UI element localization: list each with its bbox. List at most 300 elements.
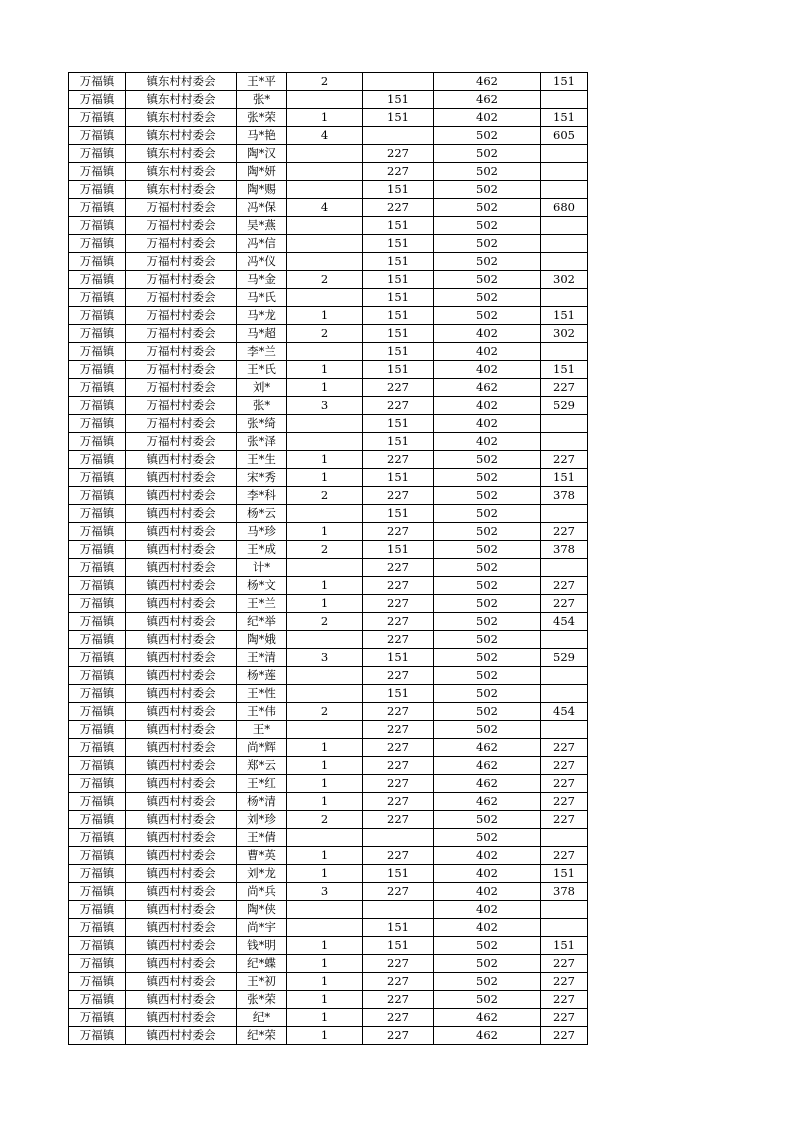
committee-cell: 镇西村村委会: [126, 487, 237, 505]
table-row: [69, 595, 588, 613]
total-cell: 227: [541, 739, 588, 757]
amount-a-cell: 227: [363, 757, 434, 775]
name-cell: 陶*侠: [237, 901, 287, 919]
count-cell: [287, 91, 363, 109]
name-cell: 杨*云: [237, 505, 287, 523]
town-cell: 万福镇: [69, 199, 126, 217]
amount-b-cell: 462: [434, 91, 541, 109]
total-cell: [541, 343, 588, 361]
table-row: [69, 721, 588, 739]
amount-b-cell: 502: [434, 613, 541, 631]
amount-b-cell: 502: [434, 523, 541, 541]
amount-a-cell: 227: [363, 523, 434, 541]
town-cell: 万福镇: [69, 667, 126, 685]
count-cell: 1: [287, 361, 363, 379]
name-cell: 钱*明: [237, 937, 287, 955]
name-cell: 王*: [237, 721, 287, 739]
committee-cell: 万福村村委会: [126, 235, 237, 253]
amount-b-cell: 502: [434, 649, 541, 667]
town-cell: 万福镇: [69, 577, 126, 595]
name-cell: 马*龙: [237, 307, 287, 325]
count-cell: 1: [287, 865, 363, 883]
table-row: [69, 163, 588, 181]
town-cell: 万福镇: [69, 901, 126, 919]
amount-b-cell: 502: [434, 937, 541, 955]
committee-cell: 镇东村村委会: [126, 145, 237, 163]
table-row: [69, 415, 588, 433]
amount-a-cell: [363, 127, 434, 145]
amount-b-cell: 502: [434, 667, 541, 685]
name-cell: 陶*妍: [237, 163, 287, 181]
table-row: [69, 883, 588, 901]
name-cell: 马*金: [237, 271, 287, 289]
count-cell: 2: [287, 325, 363, 343]
count-cell: [287, 145, 363, 163]
town-cell: 万福镇: [69, 757, 126, 775]
amount-b-cell: 502: [434, 163, 541, 181]
count-cell: [287, 181, 363, 199]
committee-cell: 镇西村村委会: [126, 541, 237, 559]
committee-cell: 镇西村村委会: [126, 901, 237, 919]
committee-cell: 万福村村委会: [126, 307, 237, 325]
name-cell: 张*绮: [237, 415, 287, 433]
amount-a-cell: 227: [363, 451, 434, 469]
committee-cell: 镇西村村委会: [126, 1027, 237, 1045]
total-cell: [541, 721, 588, 739]
table-row: [69, 541, 588, 559]
amount-b-cell: 502: [434, 973, 541, 991]
name-cell: 王*倩: [237, 829, 287, 847]
amount-a-cell: 227: [363, 991, 434, 1009]
town-cell: 万福镇: [69, 829, 126, 847]
table-row: [69, 271, 588, 289]
town-cell: 万福镇: [69, 793, 126, 811]
amount-a-cell: [363, 901, 434, 919]
data-table: [68, 72, 588, 1045]
count-cell: [287, 667, 363, 685]
count-cell: 1: [287, 469, 363, 487]
committee-cell: 镇西村村委会: [126, 775, 237, 793]
total-cell: 378: [541, 541, 588, 559]
name-cell: 张*荣: [237, 109, 287, 127]
count-cell: 1: [287, 1027, 363, 1045]
amount-b-cell: 502: [434, 253, 541, 271]
table-row: [69, 289, 588, 307]
total-cell: 151: [541, 865, 588, 883]
amount-a-cell: 227: [363, 811, 434, 829]
amount-a-cell: 227: [363, 1009, 434, 1027]
committee-cell: 镇西村村委会: [126, 829, 237, 847]
amount-b-cell: 402: [434, 865, 541, 883]
name-cell: 王*氏: [237, 361, 287, 379]
amount-b-cell: 462: [434, 793, 541, 811]
name-cell: 纪*举: [237, 613, 287, 631]
table-row: [69, 199, 588, 217]
amount-a-cell: 151: [363, 91, 434, 109]
amount-a-cell: 151: [363, 271, 434, 289]
table-row: [69, 235, 588, 253]
committee-cell: 镇东村村委会: [126, 181, 237, 199]
table-row: [69, 793, 588, 811]
count-cell: [287, 163, 363, 181]
total-cell: [541, 901, 588, 919]
table-row: [69, 1009, 588, 1027]
table-row: [69, 523, 588, 541]
amount-b-cell: 502: [434, 721, 541, 739]
table-row: [69, 613, 588, 631]
count-cell: [287, 685, 363, 703]
count-cell: 1: [287, 379, 363, 397]
name-cell: 张*: [237, 397, 287, 415]
name-cell: 张*荣: [237, 991, 287, 1009]
table-row: [69, 757, 588, 775]
total-cell: 680: [541, 199, 588, 217]
committee-cell: 镇东村村委会: [126, 127, 237, 145]
name-cell: 马*超: [237, 325, 287, 343]
amount-a-cell: 227: [363, 1027, 434, 1045]
total-cell: [541, 235, 588, 253]
amount-a-cell: 227: [363, 739, 434, 757]
name-cell: 王*性: [237, 685, 287, 703]
table-row: [69, 451, 588, 469]
name-cell: 马*艳: [237, 127, 287, 145]
total-cell: 227: [541, 1027, 588, 1045]
name-cell: 李*科: [237, 487, 287, 505]
total-cell: 227: [541, 991, 588, 1009]
amount-b-cell: 502: [434, 289, 541, 307]
town-cell: 万福镇: [69, 469, 126, 487]
name-cell: 王*红: [237, 775, 287, 793]
amount-a-cell: 227: [363, 595, 434, 613]
table-row: [69, 919, 588, 937]
total-cell: [541, 505, 588, 523]
town-cell: 万福镇: [69, 325, 126, 343]
name-cell: 冯*信: [237, 235, 287, 253]
amount-a-cell: 151: [363, 217, 434, 235]
amount-a-cell: 151: [363, 685, 434, 703]
amount-a-cell: 227: [363, 883, 434, 901]
town-cell: 万福镇: [69, 649, 126, 667]
amount-b-cell: 462: [434, 775, 541, 793]
town-cell: 万福镇: [69, 433, 126, 451]
total-cell: 227: [541, 595, 588, 613]
count-cell: [287, 235, 363, 253]
amount-b-cell: 502: [434, 991, 541, 1009]
table-row: [69, 631, 588, 649]
committee-cell: 万福村村委会: [126, 343, 237, 361]
town-cell: 万福镇: [69, 163, 126, 181]
amount-a-cell: 227: [363, 721, 434, 739]
amount-b-cell: 402: [434, 883, 541, 901]
amount-b-cell: 462: [434, 379, 541, 397]
name-cell: 王*成: [237, 541, 287, 559]
count-cell: 3: [287, 883, 363, 901]
committee-cell: 万福村村委会: [126, 271, 237, 289]
count-cell: 1: [287, 847, 363, 865]
table-row: [69, 739, 588, 757]
committee-cell: 镇西村村委会: [126, 451, 237, 469]
total-cell: [541, 631, 588, 649]
amount-b-cell: 502: [434, 541, 541, 559]
total-cell: [541, 919, 588, 937]
amount-b-cell: 502: [434, 685, 541, 703]
count-cell: [287, 343, 363, 361]
town-cell: 万福镇: [69, 955, 126, 973]
committee-cell: 万福村村委会: [126, 289, 237, 307]
committee-cell: 镇西村村委会: [126, 685, 237, 703]
count-cell: 2: [287, 487, 363, 505]
total-cell: [541, 829, 588, 847]
name-cell: 纪*: [237, 1009, 287, 1027]
name-cell: 王*平: [237, 73, 287, 91]
amount-a-cell: 151: [363, 541, 434, 559]
committee-cell: 镇西村村委会: [126, 631, 237, 649]
committee-cell: 万福村村委会: [126, 217, 237, 235]
count-cell: 1: [287, 307, 363, 325]
town-cell: 万福镇: [69, 883, 126, 901]
name-cell: 纪*蝶: [237, 955, 287, 973]
table-row: [69, 397, 588, 415]
amount-b-cell: 402: [434, 109, 541, 127]
table-row: [69, 667, 588, 685]
amount-a-cell: 227: [363, 847, 434, 865]
name-cell: 冯*保: [237, 199, 287, 217]
total-cell: 227: [541, 379, 588, 397]
name-cell: 刘*珍: [237, 811, 287, 829]
total-cell: 227: [541, 955, 588, 973]
committee-cell: 镇西村村委会: [126, 847, 237, 865]
town-cell: 万福镇: [69, 109, 126, 127]
count-cell: 2: [287, 703, 363, 721]
count-cell: 1: [287, 991, 363, 1009]
count-cell: [287, 631, 363, 649]
count-cell: 1: [287, 793, 363, 811]
count-cell: [287, 289, 363, 307]
total-cell: 529: [541, 649, 588, 667]
table-row: [69, 559, 588, 577]
town-cell: 万福镇: [69, 487, 126, 505]
town-cell: 万福镇: [69, 307, 126, 325]
amount-a-cell: 151: [363, 937, 434, 955]
town-cell: 万福镇: [69, 127, 126, 145]
table-row: [69, 937, 588, 955]
table-row: [69, 847, 588, 865]
town-cell: 万福镇: [69, 271, 126, 289]
table-row: [69, 1027, 588, 1045]
amount-b-cell: 462: [434, 1027, 541, 1045]
table-row: [69, 505, 588, 523]
count-cell: 2: [287, 613, 363, 631]
committee-cell: 镇西村村委会: [126, 559, 237, 577]
count-cell: 2: [287, 811, 363, 829]
name-cell: 刘*: [237, 379, 287, 397]
count-cell: 2: [287, 541, 363, 559]
name-cell: 王*伟: [237, 703, 287, 721]
amount-a-cell: 151: [363, 181, 434, 199]
amount-b-cell: 502: [434, 235, 541, 253]
amount-b-cell: 502: [434, 631, 541, 649]
table-row: [69, 649, 588, 667]
total-cell: 454: [541, 703, 588, 721]
amount-a-cell: 227: [363, 613, 434, 631]
table-row: [69, 343, 588, 361]
town-cell: 万福镇: [69, 523, 126, 541]
committee-cell: 镇西村村委会: [126, 919, 237, 937]
amount-b-cell: 502: [434, 559, 541, 577]
committee-cell: 镇西村村委会: [126, 667, 237, 685]
count-cell: 1: [287, 739, 363, 757]
total-cell: 227: [541, 973, 588, 991]
town-cell: 万福镇: [69, 631, 126, 649]
amount-a-cell: 151: [363, 253, 434, 271]
total-cell: [541, 181, 588, 199]
committee-cell: 镇西村村委会: [126, 505, 237, 523]
amount-b-cell: 502: [434, 505, 541, 523]
amount-b-cell: 402: [434, 397, 541, 415]
committee-cell: 万福村村委会: [126, 361, 237, 379]
town-cell: 万福镇: [69, 595, 126, 613]
committee-cell: 镇东村村委会: [126, 163, 237, 181]
amount-a-cell: 151: [363, 649, 434, 667]
total-cell: 605: [541, 127, 588, 145]
count-cell: 1: [287, 109, 363, 127]
committee-cell: 万福村村委会: [126, 199, 237, 217]
table-row: [69, 325, 588, 343]
town-cell: 万福镇: [69, 505, 126, 523]
count-cell: [287, 253, 363, 271]
table-row: [69, 973, 588, 991]
table-row: [69, 469, 588, 487]
total-cell: 227: [541, 847, 588, 865]
amount-b-cell: 402: [434, 325, 541, 343]
amount-a-cell: 227: [363, 559, 434, 577]
table-row: [69, 181, 588, 199]
amount-b-cell: 502: [434, 487, 541, 505]
count-cell: [287, 505, 363, 523]
count-cell: 1: [287, 937, 363, 955]
total-cell: 529: [541, 397, 588, 415]
committee-cell: 万福村村委会: [126, 253, 237, 271]
town-cell: 万福镇: [69, 973, 126, 991]
table-row: [69, 685, 588, 703]
town-cell: 万福镇: [69, 145, 126, 163]
total-cell: [541, 667, 588, 685]
total-cell: [541, 415, 588, 433]
committee-cell: 镇西村村委会: [126, 757, 237, 775]
committee-cell: 镇西村村委会: [126, 973, 237, 991]
amount-a-cell: 227: [363, 775, 434, 793]
amount-b-cell: 402: [434, 415, 541, 433]
count-cell: [287, 415, 363, 433]
amount-a-cell: 151: [363, 235, 434, 253]
table-row: [69, 577, 588, 595]
count-cell: [287, 919, 363, 937]
name-cell: 纪*荣: [237, 1027, 287, 1045]
total-cell: 151: [541, 937, 588, 955]
name-cell: 计*: [237, 559, 287, 577]
amount-a-cell: 151: [363, 865, 434, 883]
amount-b-cell: 502: [434, 955, 541, 973]
amount-b-cell: 502: [434, 181, 541, 199]
town-cell: 万福镇: [69, 991, 126, 1009]
committee-cell: 镇东村村委会: [126, 73, 237, 91]
amount-a-cell: 227: [363, 199, 434, 217]
amount-b-cell: 462: [434, 1009, 541, 1027]
town-cell: 万福镇: [69, 1009, 126, 1027]
table-body: [69, 73, 588, 1045]
amount-a-cell: 227: [363, 487, 434, 505]
amount-b-cell: 502: [434, 145, 541, 163]
table-row: [69, 433, 588, 451]
town-cell: 万福镇: [69, 685, 126, 703]
count-cell: 3: [287, 649, 363, 667]
total-cell: 227: [541, 451, 588, 469]
name-cell: 陶*娥: [237, 631, 287, 649]
count-cell: 1: [287, 1009, 363, 1027]
total-cell: [541, 145, 588, 163]
table-row: [69, 145, 588, 163]
committee-cell: 万福村村委会: [126, 397, 237, 415]
total-cell: 227: [541, 577, 588, 595]
town-cell: 万福镇: [69, 73, 126, 91]
amount-a-cell: 227: [363, 631, 434, 649]
committee-cell: 镇西村村委会: [126, 469, 237, 487]
town-cell: 万福镇: [69, 721, 126, 739]
amount-a-cell: 151: [363, 325, 434, 343]
amount-a-cell: 227: [363, 379, 434, 397]
name-cell: 李*兰: [237, 343, 287, 361]
amount-b-cell: 502: [434, 271, 541, 289]
amount-b-cell: 502: [434, 577, 541, 595]
name-cell: 宋*秀: [237, 469, 287, 487]
amount-b-cell: 502: [434, 703, 541, 721]
count-cell: 1: [287, 775, 363, 793]
table-row: [69, 811, 588, 829]
amount-a-cell: 151: [363, 109, 434, 127]
amount-a-cell: 227: [363, 703, 434, 721]
town-cell: 万福镇: [69, 739, 126, 757]
table-row: [69, 901, 588, 919]
committee-cell: 镇西村村委会: [126, 937, 237, 955]
committee-cell: 镇西村村委会: [126, 991, 237, 1009]
amount-b-cell: 502: [434, 199, 541, 217]
town-cell: 万福镇: [69, 379, 126, 397]
name-cell: 张*: [237, 91, 287, 109]
table-row: [69, 73, 588, 91]
table-row: [69, 865, 588, 883]
committee-cell: 镇西村村委会: [126, 595, 237, 613]
table-row: [69, 307, 588, 325]
committee-cell: 镇西村村委会: [126, 577, 237, 595]
committee-cell: 镇西村村委会: [126, 703, 237, 721]
amount-a-cell: 151: [363, 361, 434, 379]
count-cell: [287, 217, 363, 235]
committee-cell: 镇西村村委会: [126, 793, 237, 811]
town-cell: 万福镇: [69, 217, 126, 235]
name-cell: 吴*燕: [237, 217, 287, 235]
total-cell: [541, 685, 588, 703]
table-row: [69, 991, 588, 1009]
committee-cell: 镇西村村委会: [126, 865, 237, 883]
amount-a-cell: 151: [363, 307, 434, 325]
amount-a-cell: 151: [363, 343, 434, 361]
total-cell: 151: [541, 469, 588, 487]
table-row: [69, 703, 588, 721]
table-row: [69, 91, 588, 109]
town-cell: 万福镇: [69, 253, 126, 271]
table-row: [69, 487, 588, 505]
amount-a-cell: 151: [363, 289, 434, 307]
